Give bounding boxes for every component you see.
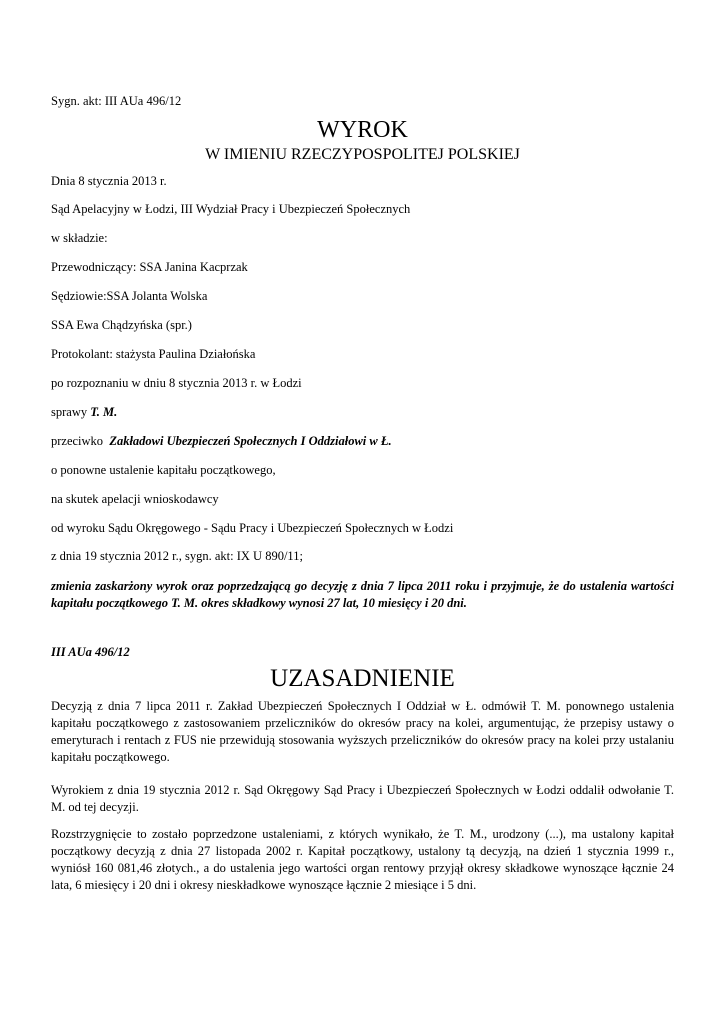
justification-paragraph-2: Wyrokiem z dnia 19 stycznia 2012 r. Sąd Okręgowy Sąd Pracy i Ubezpieczeń Społecznych w Łodzi oddalił odwołanie T. M. od tej decyzji. [51,783,674,814]
case-signature: Sygn. akt: III AUa 496/12 [51,94,182,108]
case-prefix: sprawy [51,405,88,419]
hearing-info: po rozpoznaniu w dniu 8 stycznia 2013 r. w Łodzi [51,376,302,390]
document-subtitle: W IMIENIU RZECZYPOSPOLITEJ POLSKIEJ [205,146,520,163]
case-subject: o ponowne ustalenie kapitału początkowego, [51,463,276,477]
court-clerk: Protokolant: stażysta Paulina Działońska [51,347,256,361]
appeal-info: na skutek apelacji wnioskodawcy [51,492,219,506]
justification-paragraph-3: Rozstrzygnięcie to zostało poprzedzone ustaleniami, z których wynikało, że T. M., urodzony (...), ma ustalony kapitał początkowy decyzją z dnia 27 listopada 2002 r. Kapitał początkowy, ustalony tą decyzją, na dzień 1 stycznia 1999 r., wyniósł 160 081,46 złotych., a do ustalenia jego wartości organ rentowy przyjął okresy składkowe wynoszące łącznie 24 lata, 6 miesięcy i 20 dni i okresy nieskładkowe wynoszące łącznie 2 miesiące i 5 dni. [51,827,674,892]
against-prefix: przeciwko [51,434,104,448]
case-line [51,404,117,420]
against-party: Zakładowi Ubezpieczeń Społecznych I Oddziałowi w Ł. [109,434,392,448]
lower-court-judgment: od wyroku Sądu Okręgowego - Sądu Pracy i Ubezpieczeń Społecznych w Łodzi [51,521,454,535]
justification-signature: III AUa 496/12 [51,645,130,659]
justification-paragraph-1: Decyzją z dnia 7 lipca 2011 r. Zakład Ubezpieczeń Społecznych I Oddział w Ł. odmówił T. M. ponownego ustalenia kapitału początkowego z zastosowaniem przeliczników do okresów pracy na kolei, argumentując, że przepisy ustawy o emeryturach i rentach z FUS nie przewidują stosowania wyższych przeliczników do okresów pracy na kolei przy ustalaniu kapitału początkowego. [51,699,674,764]
presiding-judge: Przewodniczący: SSA Janina Kacprzak [51,260,248,274]
judges: Sędziowie:SSA Jolanta Wolska [51,289,208,303]
judgment-date: Dnia 8 stycznia 2013 r. [51,174,167,188]
composition-label: w składzie: [51,231,108,245]
ruling-text: zmienia zaskarżony wyrok oraz poprzedzającą go decyzję z dnia 7 lipca 2011 roku i przyjmuje, że do ustalenia wartości kapitału początkowego T. M. okres składkowy wynosi 27 lat, 10 miesięcy i 20 dni. [51,579,674,610]
against-line [51,433,392,449]
judge-rapporteur: SSA Ewa Chądzyńska (spr.) [51,318,192,332]
court-name: Sąd Apelacyjny w Łodzi, III Wydział Pracy i Ubezpieczeń Społecznych [51,202,411,216]
document-title: WYROK [317,117,408,143]
justification-heading: UZASADNIENIE [270,665,455,692]
case-party: T. M. [90,405,118,419]
lower-court-judgment-date: z dnia 19 stycznia 2012 r., sygn. akt: IX U 890/11; [51,549,303,563]
